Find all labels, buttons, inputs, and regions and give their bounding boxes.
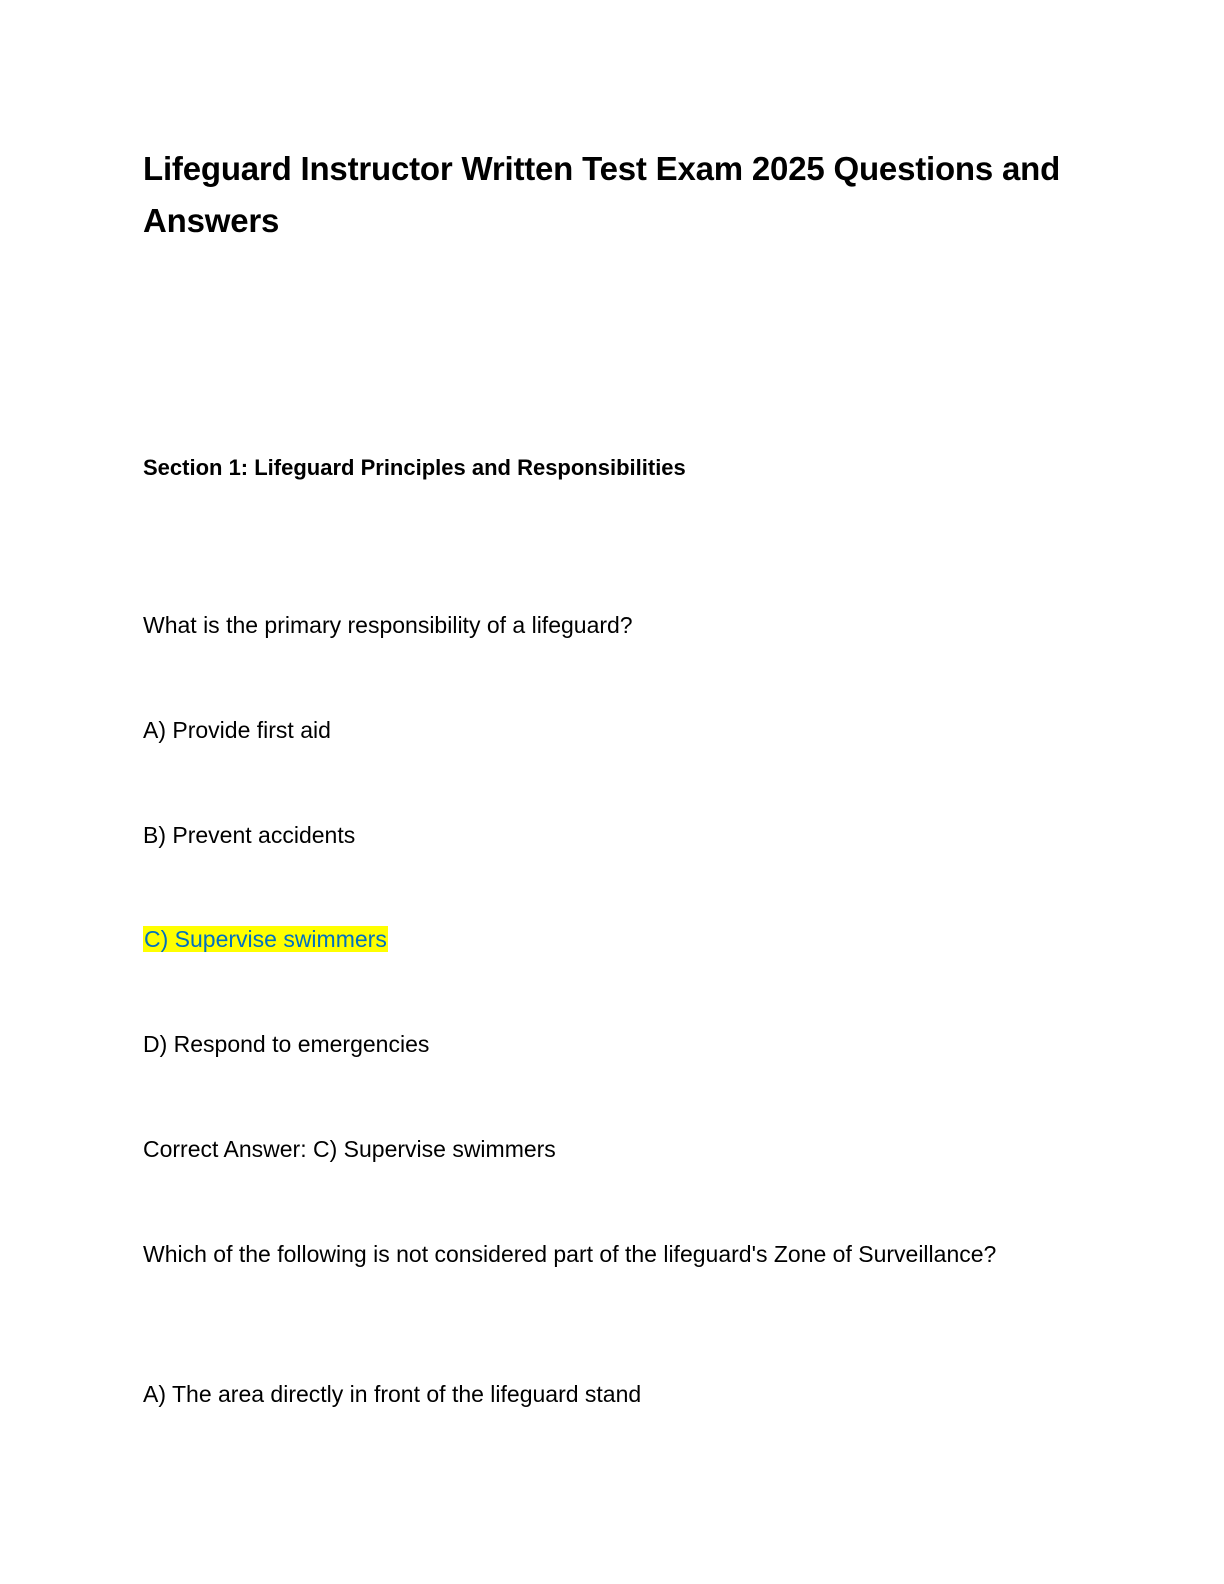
document-title: Lifeguard Instructor Written Test Exam 2025 Questions and Answers [143, 150, 1061, 239]
section-heading: Section 1: Lifeguard Principles and Responsibilities [143, 455, 686, 480]
question-1-option-b: B) Prevent accidents [143, 822, 356, 848]
question-2-option-a: A) The area directly in front of the lifeguard stand [143, 1381, 642, 1407]
question-2-text: Which of the following is not considered part of the lifeguard's Zone of Surveillance? [143, 1241, 997, 1267]
question-1-correct-answer: Correct Answer: C) Supervise swimmers [143, 1136, 556, 1162]
question-1-text: What is the primary responsibility of a lifeguard? [143, 612, 633, 638]
question-1-option-a: A) Provide first aid [143, 717, 331, 743]
question-1-option-d: D) Respond to emergencies [143, 1031, 430, 1057]
highlighted-answer: C) Supervise swimmers [144, 926, 387, 952]
question-1-option-c-highlighted [143, 921, 388, 958]
